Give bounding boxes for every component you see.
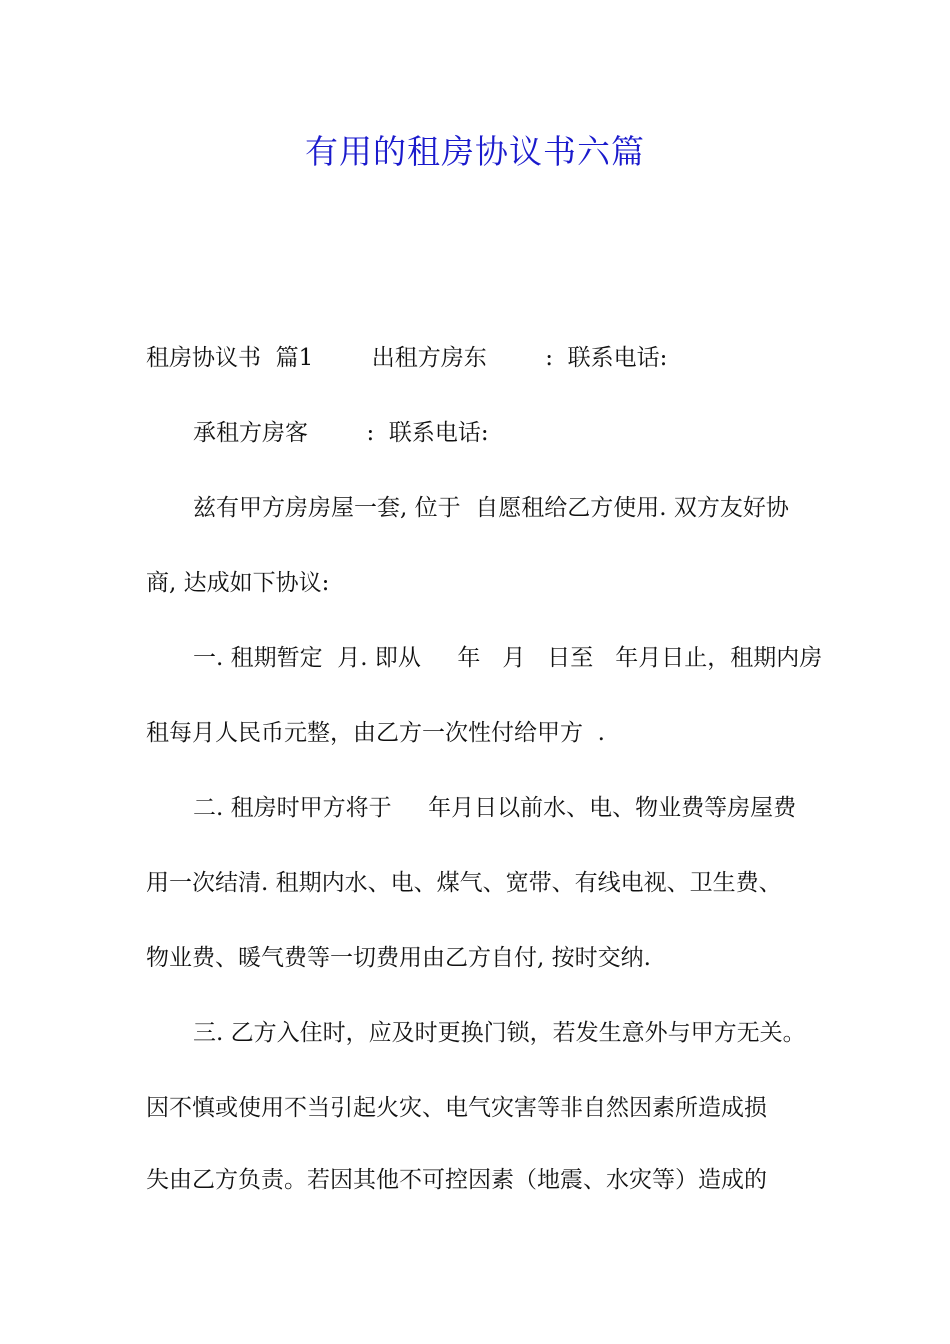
text-line-5: 一. 租期暂定 月. 即从 年 月 日至 年月日止，租期内房 [193, 645, 823, 671]
text-line-9: 物业费、暖气费等一切费用由乙方自付, 按时交纳. [146, 945, 651, 971]
text-line-8: 用一次结清. 租期内水、电、煤气、宽带、有线电视、卫生费、 [146, 870, 782, 896]
text-line-4: 商, 达成如下协议: [146, 570, 330, 596]
text-line-3: 兹有甲方房房屋一套, 位于 自愿租给乙方使用. 双方友好协 [193, 495, 789, 521]
text-line-12: 失由乙方负责。若因其他不可控因素（地震、水灾等）造成的 [146, 1167, 767, 1193]
text-line-11: 因不慎或使用不当引起火灾、电气灾害等非自然因素所造成损 [146, 1095, 767, 1121]
text-line-2: 承租方房客 : 联系电话: [193, 420, 489, 446]
document-title: 有用的租房协议书六篇 [305, 132, 645, 171]
text-line-1: 租房协议书 篇1 出租方房东 : 联系电话: [146, 345, 668, 371]
text-line-6: 租每月人民币元整，由乙方一次性付给甲方 . [146, 720, 605, 746]
text-line-10: 三. 乙方入住时，应及时更换门锁，若发生意外与甲方无关。 [193, 1020, 806, 1046]
text-line-7: 二. 租房时甲方将于 年月日以前水、电、物业费等房屋费 [193, 795, 797, 821]
